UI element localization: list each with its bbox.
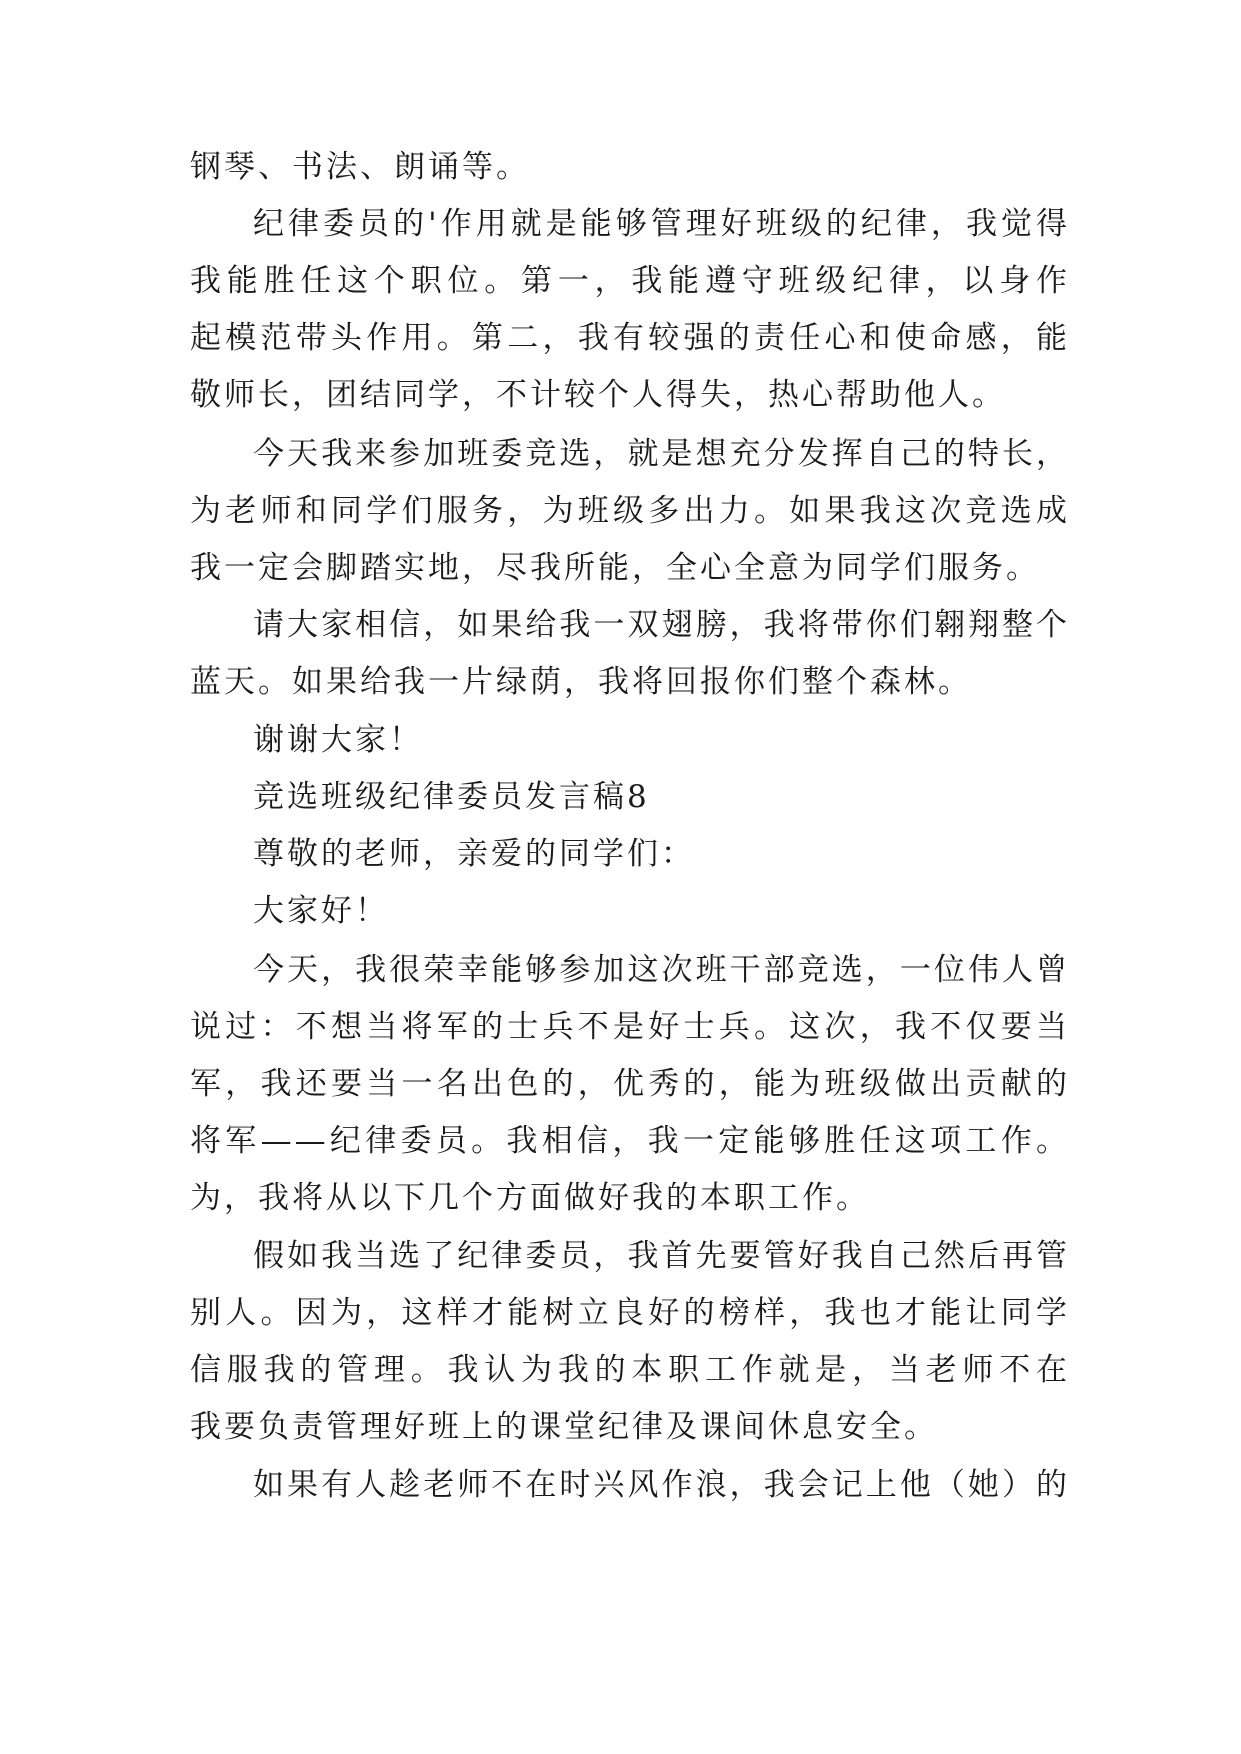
text-line: 将军——纪律委员。我相信，我一定能够胜任这项工作。 [190, 1123, 1070, 1159]
text-line: 谢谢大家！ [253, 722, 423, 758]
text-line: 我能胜任这个职位。第一，我能遵守班级纪律，以身作 [190, 263, 1070, 299]
text-line: 军，我还要当一名出色的，优秀的，能为班级做出贡献的 [190, 1066, 1070, 1102]
text-line: 假如我当选了纪律委员，我首先要管好我自己然后再管 [253, 1238, 1070, 1274]
text-line: 为，我将从以下几个方面做好我的本职工作。 [190, 1180, 870, 1216]
text-line: 我一定会脚踏实地，尽我所能，全心全意为同学们服务。 [190, 550, 1040, 586]
text-line: 敬师长，团结同学，不计较个人得失，热心帮助他人。 [190, 377, 1006, 413]
text-line: 别人。因为，这样才能树立良好的榜样，我也才能让同学 [190, 1295, 1070, 1331]
text-line: 今天我来参加班委竞选，就是想充分发挥自己的特长， [253, 436, 1070, 472]
text-line: 纪律委员的'作用就是能够管理好班级的纪律，我觉得 [253, 206, 1070, 242]
text-line: 为老师和同学们服务，为班级多出力。如果我这次竞选成 [190, 493, 1070, 529]
text-line: 说过：不想当将军的士兵不是好士兵。这次，我不仅要当 [190, 1009, 1070, 1045]
text-line: 竞选班级纪律委员发言稿8 [253, 779, 650, 815]
text-line: 起模范带头作用。第二，我有较强的责任心和使命感，能 [190, 320, 1070, 356]
text-line: 请大家相信，如果给我一双翅膀，我将带你们翱翔整个 [253, 607, 1070, 643]
text-line: 我要负责管理好班上的课堂纪律及课间休息安全。 [190, 1409, 938, 1445]
text-line: 蓝天。如果给我一片绿荫，我将回报你们整个森林。 [190, 664, 972, 700]
text-line: 钢琴、书法、朗诵等。 [190, 149, 530, 185]
text-line: 信服我的管理。我认为我的本职工作就是，当老师不在 [190, 1352, 1070, 1388]
text-line: 如果有人趁老师不在时兴风作浪，我会记上他（她）的 [253, 1467, 1070, 1503]
text-line: 尊敬的老师，亲爱的同学们： [253, 836, 695, 872]
text-line: 今天，我很荣幸能够参加这次班干部竞选，一位伟人曾 [253, 952, 1070, 988]
text-line: 大家好！ [253, 893, 389, 929]
